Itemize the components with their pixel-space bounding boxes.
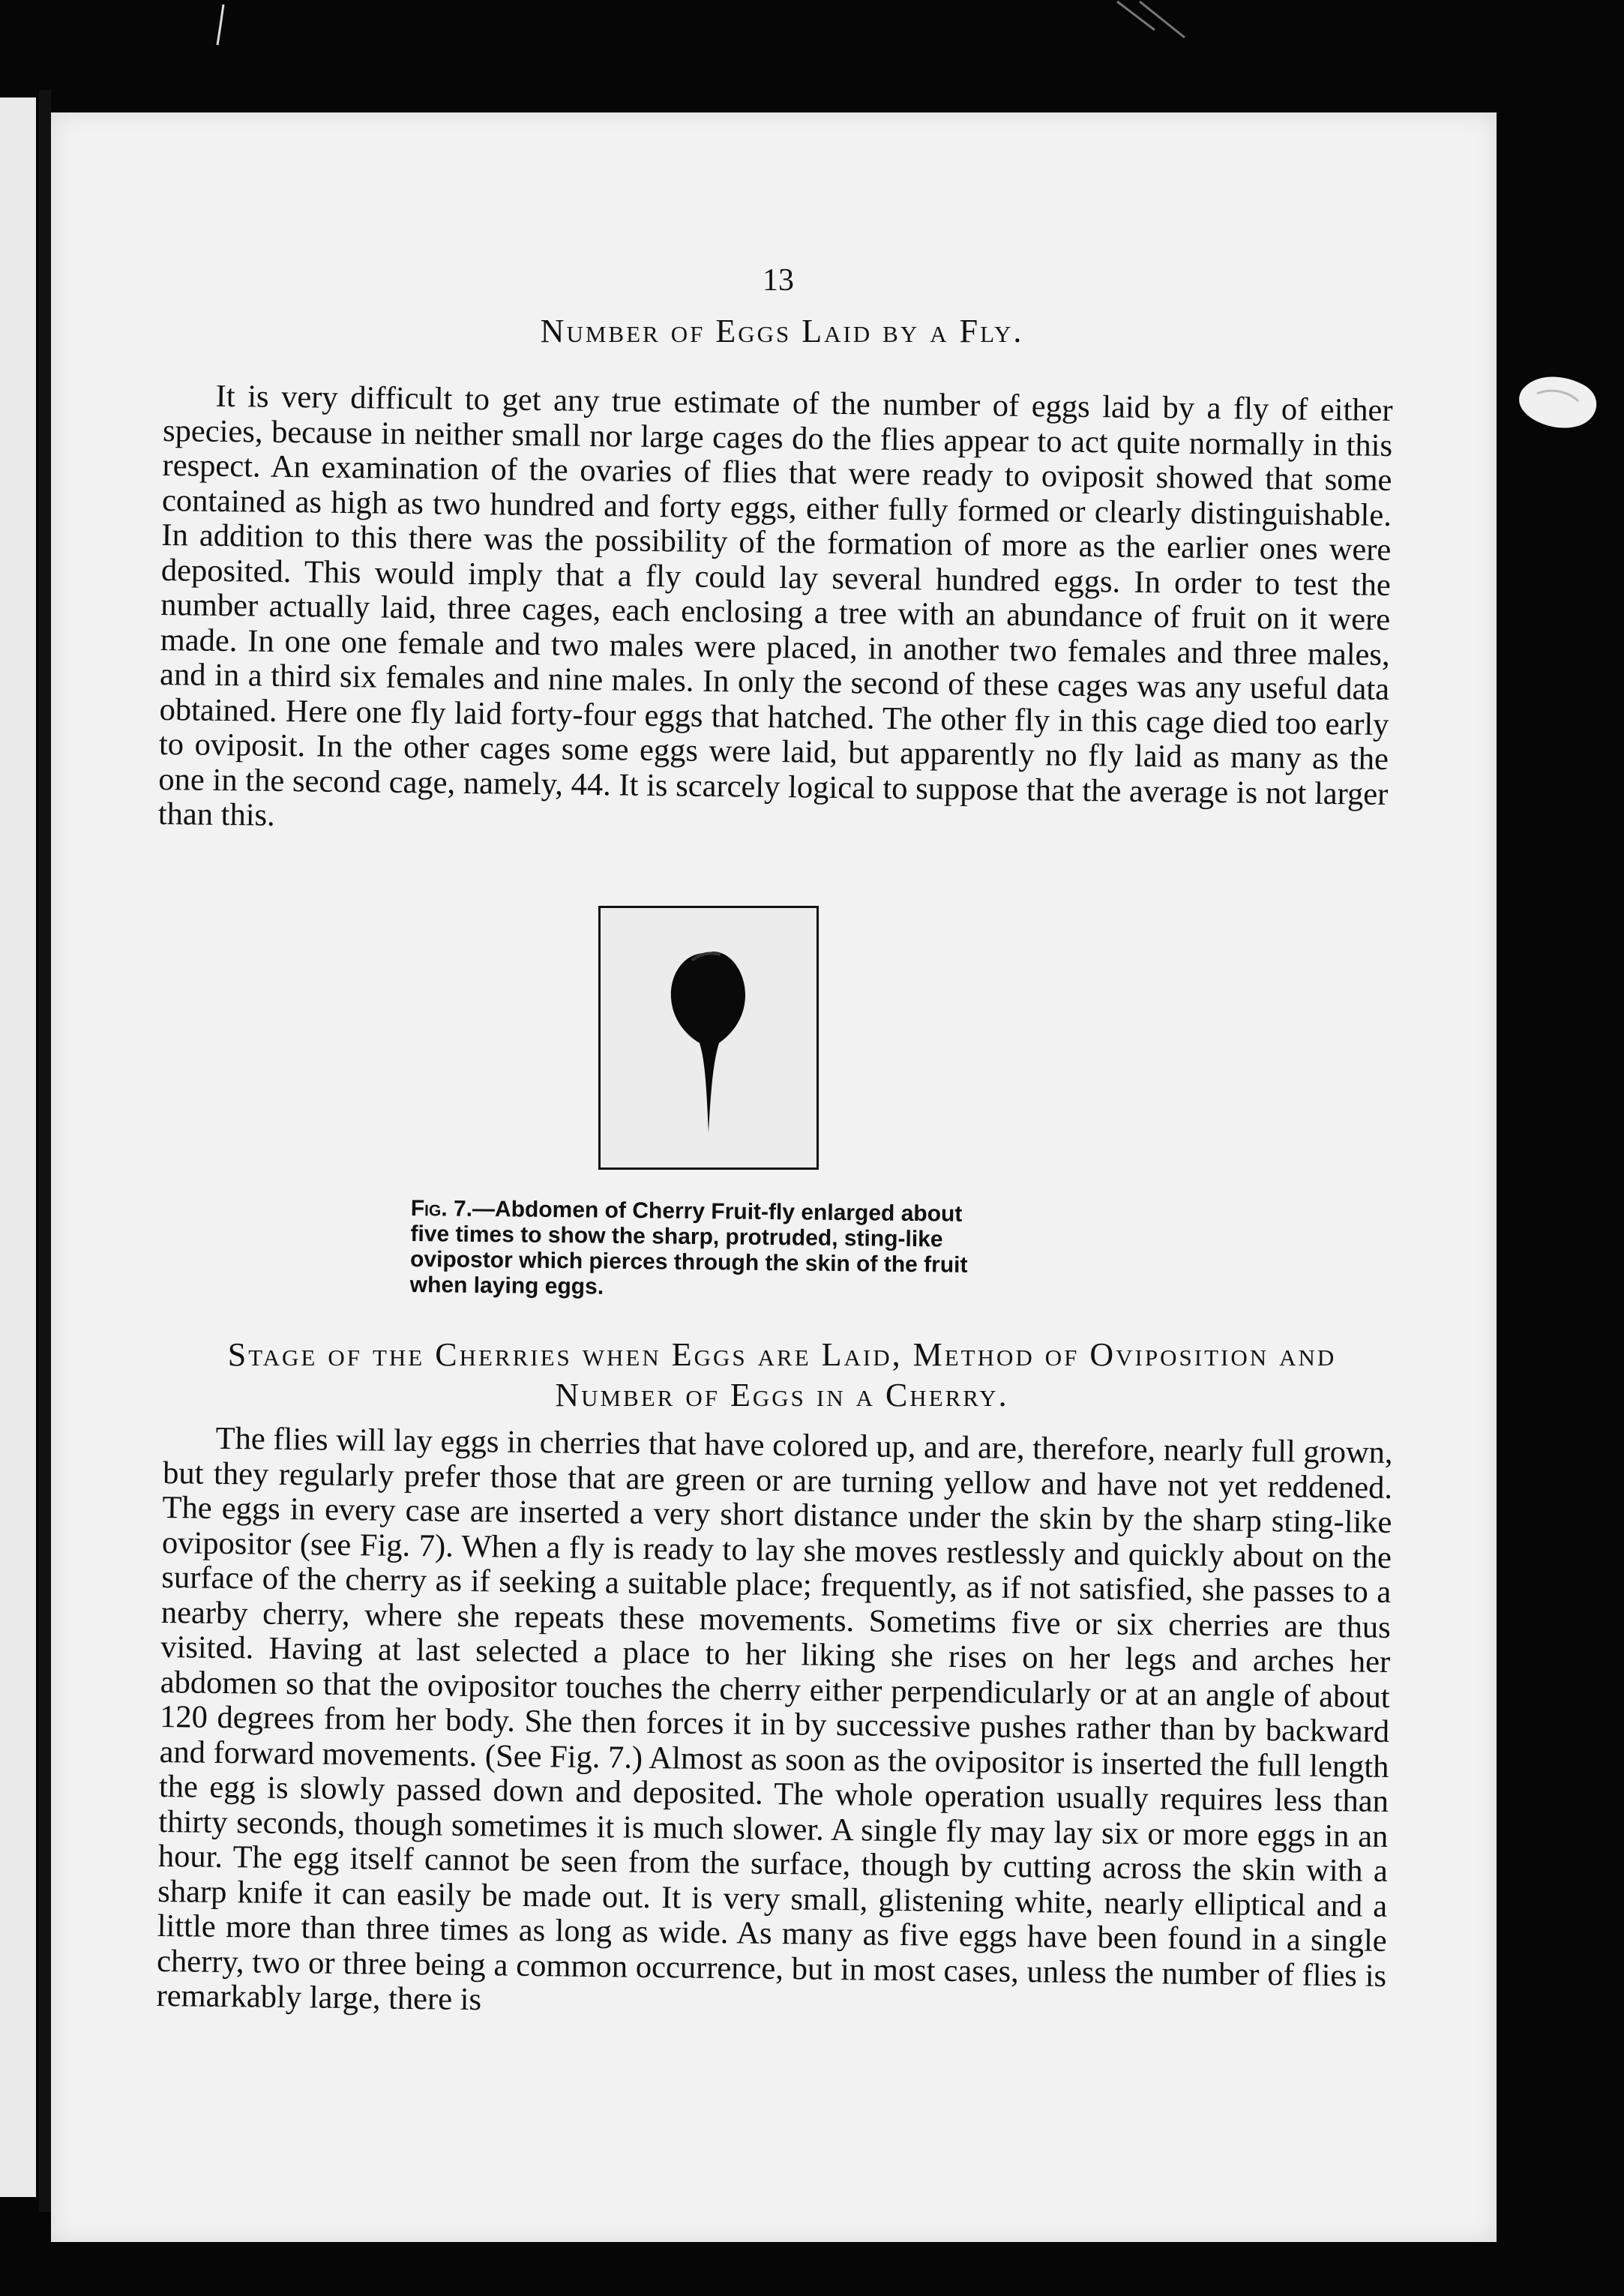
section-paragraph-eggs-laid: It is very difficult to get any true estimate of the number of eggs laid by a fly of either species, because in neither small nor large cages do the flies appear to act quite normally in this respect. An examination of the ovaries of flies that were ready to oviposit showed that some contained as high as two hundred and forty eggs, either fully formed or clearly distinguishable. In addition to this there was the possibility of the formation of more as the earlier ones were deposited. This would imply that a fly could lay several hundred eggs. In order to test the number actually laid, three cages, each enclosing a tree with an abundance of fruit on it were made. In one one female and two males were placed, in another two females and three males, and in a third six females and nine males. In only the second of these cages was any useful data obtained. Here one fly laid forty-four eggs that hatched. The other fly in this cage died too early to oviposit. In the other cages some eggs were laid, but apparently no fly laid as many as the one in the second cage, namely, 44. It is scarcely logical to suppose that the average is not larger than this. [157,378,1393,833]
paper-stain [1515,367,1605,435]
figure-abdomen-illustration [598,906,819,1170]
book-page [51,112,1497,2242]
abdomen-ovipositor-image [601,908,816,1167]
page-number: 13 [763,263,794,298]
figure-caption [410,1196,1003,1304]
section-heading-oviposition: Stage of the Cherries when Eggs are Laid, Method of Oviposition and Number of Eggs in a Cherry. [227,1336,1337,1413]
figure-label: Fig. 7. [410,1196,473,1221]
section-heading-eggs-laid: Number of Eggs Laid by a Fly. [540,313,1024,349]
section-paragraph-oviposition: The flies will lay eggs in cherries that have colored up, and are, therefore, nearly full grown, but they regularly prefer those that are green or are turning yellow and have not yet reddened. The eggs in every case are inserted a very short distance under the skin by the sharp sting-like ovipositor (see Fig. 7). When a fly is ready to lay she moves restlessly and quickly about on the surface of the cherry as if seeking a suitable place; frequently, as if not satisfied, she passes to a nearby cherry, where she repeats these movements. Sometims five or six cherries are thus visited. Having at last selected a place to her liking she rises on her legs and arches her abdomen so that the ovipositor touches the cherry either perpendicularly or at an angle of about 120 degrees from her body. She then forces it in by successive pushes rather than by backward and forward movements. (See Fig. 7.) Almost as soon as the ovipositor is inserted the full length the egg is slowly passed down and deposited. The whole operation usually requires less than thirty seconds, though sometimes it is much slower. A single fly may lay six or more eggs in an hour. The egg itself cannot be seen from the surface, though by cutting across the skin with a sharp knife it can easily be made out. It is very small, glistening white, nearly elliptical and a little more than three times as long as wide. As many as five eggs have been found in a single cherry, two or three being a common occurrence, but in most cases, unless the number of flies is remarkably large, there is [156,1420,1393,2018]
previous-page-edge [0,97,36,2197]
figure-caption-text: —Abdomen of Cherry Fruit-fly enlarged about five times to show the sharp, protruded, sting-like ovipostor which pierces through the skin of the fruit when laying eggs. [409,1196,968,1299]
scan-artifact-lines [1110,0,1215,45]
scan-artifact-mark [213,3,228,48]
book-gutter [39,90,51,2212]
